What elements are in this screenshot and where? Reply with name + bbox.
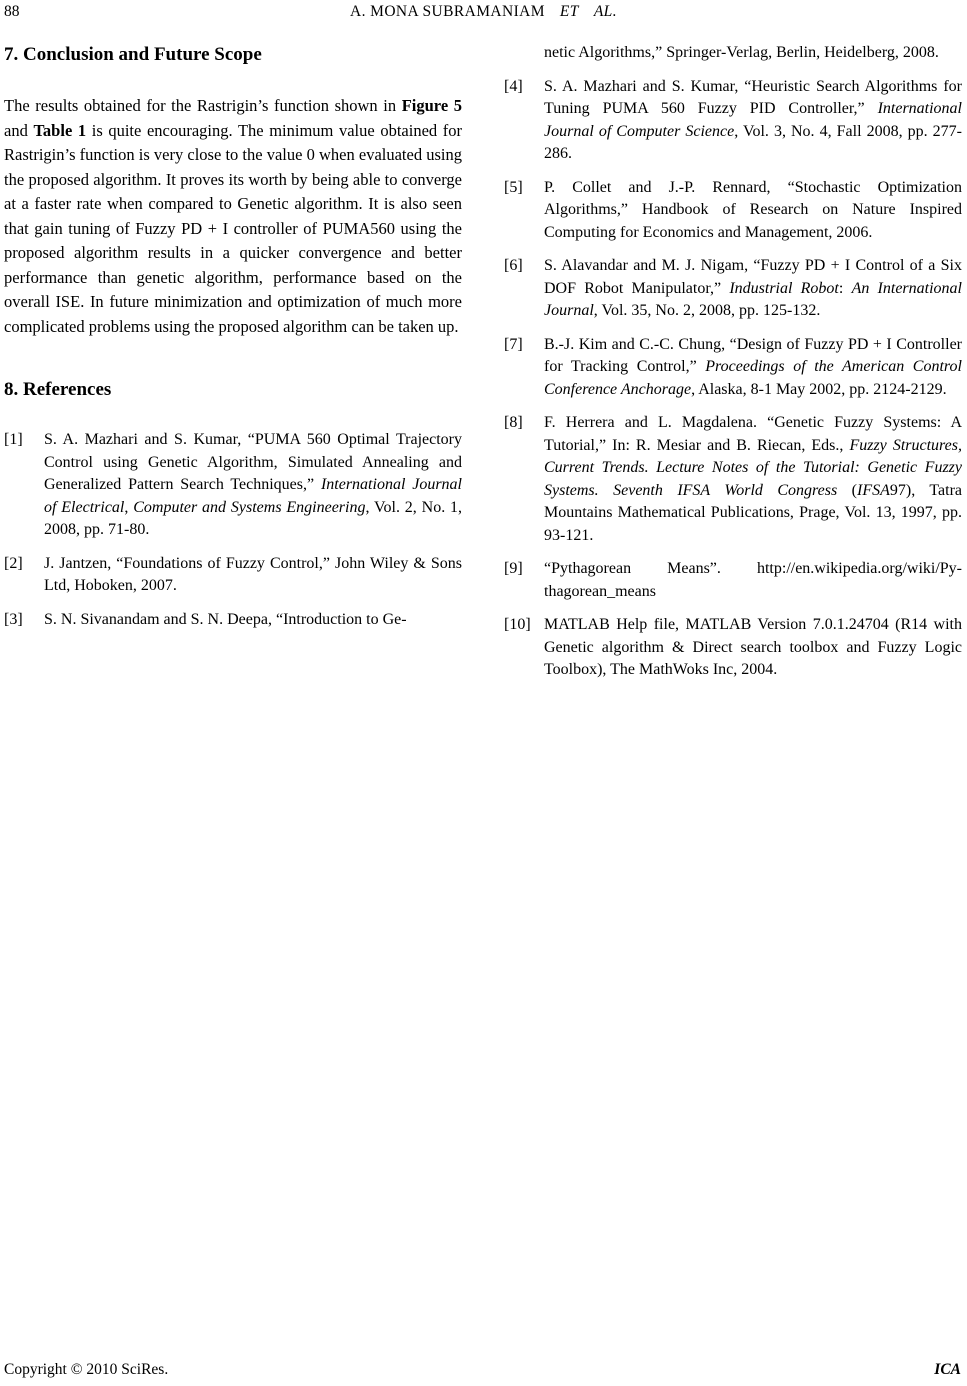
section-heading-conclusion: 7. Conclusion and Future Scope: [4, 44, 262, 65]
reference-item-2: [4, 553, 462, 598]
reference-label: [2]: [4, 554, 23, 572]
running-header: [4, 3, 963, 27]
reference-label: [1]: [4, 431, 23, 448]
reference-item-3: [4, 609, 462, 632]
reference-label: [3]: [4, 610, 23, 628]
page-footer: [4, 1361, 961, 1379]
reference-label: [6]: [504, 257, 523, 274]
right-column: [504, 42, 962, 693]
copyright-text: Copyright © 2010 SciRes.: [4, 1361, 169, 1378]
left-column: [4, 42, 462, 693]
reference-item-4: [504, 76, 962, 166]
reference-text: F. Herrera and L. Magdalena. “Genetic Fuzzy Systems: A Tutorial,” In: R. Mesiar and B. Riecan, Eds., Fuzzy Structures, Current Trends. Lecture Notes of the Tutorial: Genetic Fuzzy Systems. Seventh IFSA World Congress (IFSA97), Tatra Mountains Mathematical Publications, Prage, Vol. 13, 1997, pp. 93-121.: [544, 414, 963, 544]
running-title-authors: A. MONA SUBRAMANIAM: [350, 3, 545, 20]
reference-item-3-continuation: [504, 42, 962, 65]
reference-item-8: [504, 412, 962, 547]
section-heading-references: 8. References: [4, 379, 112, 400]
reference-label: [10]: [504, 616, 531, 633]
reference-item-1: [4, 429, 462, 542]
reference-label: [8]: [504, 414, 523, 431]
reference-item-6: [504, 255, 962, 323]
reference-label: [5]: [504, 178, 523, 196]
reference-text: P. Collet and J.-P. Rennard, “Stochastic Optimization Algorithms,” Handbook of Research on Nature Inspired Computing for Economics and Management, 2006.: [544, 178, 962, 241]
reference-text: B.-J. Kim and C.-C. Chung, “Design of Fuzzy PD + I Controller for Tracking Control,” Proceedings of the American Control Conference Anchorage, Alaska, 8-1 May 2002, pp. 2124-2129.: [544, 335, 963, 398]
reference-text: S. Alavandar and M. J. Nigam, “Fuzzy PD + I Control of a Six DOF Robot Manipulator,” Industrial Robot: An International Journal, Vol. 35, No. 2, 2008, pp. 125-132.: [544, 257, 962, 319]
reference-label: [9]: [504, 560, 523, 577]
page-number: 88: [4, 3, 20, 20]
reference-text: S. N. Sivanandam and S. N. Deepa, “Introduction to Ge-: [44, 610, 407, 628]
journal-code: ICA: [934, 1361, 961, 1378]
reference-label: [7]: [504, 335, 523, 353]
reference-item-5: [504, 177, 962, 245]
reference-text: S. A. Mazhari and S. Kumar, “PUMA 560 Optimal Trajectory Control using Genetic Algorithm, Simulated Annealing and Generalized Pattern Search Techniques,” International Journal of Electrical, Computer and Systems Engineering, Vol. 2, No. 1, 2008, pp. 71-80.: [44, 431, 463, 538]
reference-text: MATLAB Help file, MATLAB Version 7.0.1.24704 (R14 with Genetic algorithm & Direct search toolbox and Fuzzy Logic Toolbox), The MathWoks Inc, 2004.: [544, 616, 962, 678]
reference-label: [4]: [504, 77, 523, 95]
reference-item-10: [504, 614, 962, 682]
reference-text: netic Algorithms,” Springer-Verlag, Berlin, Heidelberg, 2008.: [544, 44, 939, 61]
reference-item-7: [504, 334, 962, 402]
running-title-et: ET: [559, 3, 579, 20]
reference-text: J. Jantzen, “Foundations of Fuzzy Control,” John Wiley & Sons Ltd, Hoboken, 2007.: [44, 554, 462, 594]
two-column-body: [4, 42, 962, 693]
reference-item-9: [504, 558, 962, 603]
running-title-al: AL.: [593, 3, 617, 20]
conclusion-paragraph: The results obtained for the Rastrigin’s function shown in Figure 5 and Table 1 is quite encouraging. The minimum value obtained for Rastrigin’s function is very close to the value 0 when evaluated using the proposed algorithm. It proves its worth by being able to converge at a faster rate when compared to Genetic algorithm. It is also seen that gain tuning of Fuzzy PD + I controller of PUMA560 using the proposed algorithm results in a quicker convergence and better performance than genetic algorithm, performance based on the overall ISE. In future minimization and optimization of much more complicated problems using the proposed algorithm can be taken up.: [4, 96, 462, 336]
reference-text: S. A. Mazhari and S. Kumar, “Heuristic Search Algorithms for Tuning PUMA 560 Fuzzy PID Controller,” International Journal of Computer Science, Vol. 3, No. 4, Fall 2008, pp. 277-286.: [544, 77, 963, 162]
running-title: [4, 3, 963, 21]
reference-text: “Pythagorean Means”. http://en.wikipedia.org/wiki/Py-thagorean_means: [544, 560, 962, 600]
